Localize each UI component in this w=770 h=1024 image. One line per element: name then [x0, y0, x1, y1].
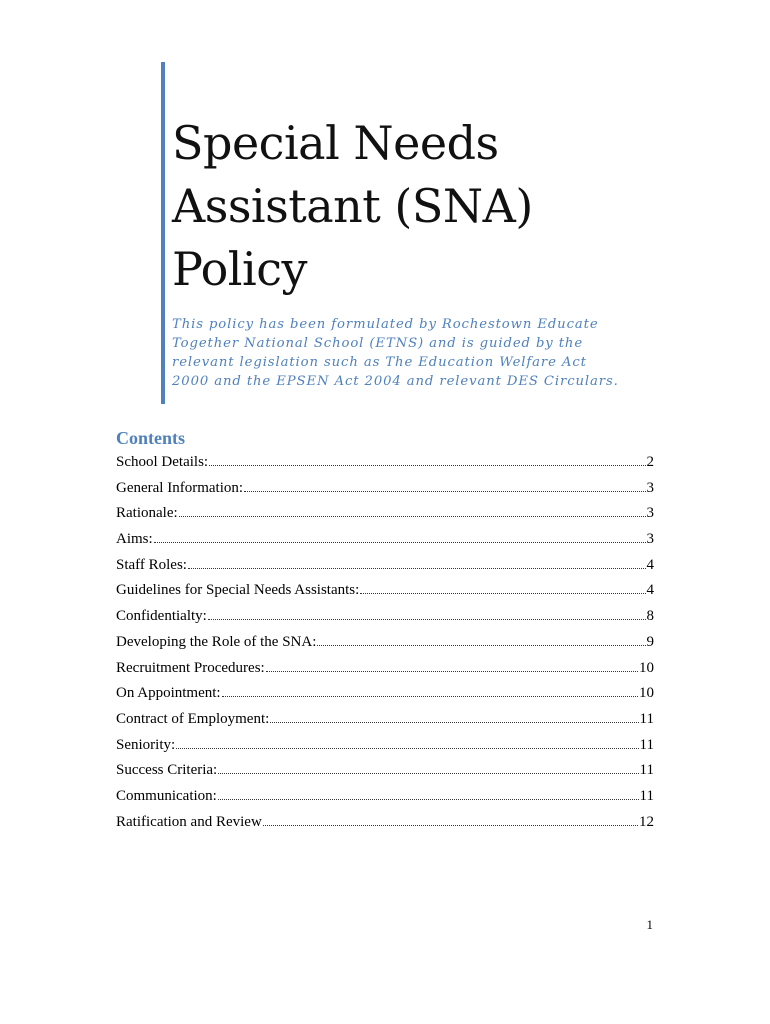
toc-entry-page: 11	[639, 787, 654, 804]
toc-entry-label: Communication:	[116, 787, 217, 804]
toc-entry[interactable]	[116, 811, 654, 837]
toc-entry[interactable]	[116, 657, 654, 683]
toc-dot-leader	[188, 568, 646, 569]
toc-dot-leader	[208, 619, 646, 620]
toc-dot-leader	[218, 773, 638, 774]
document-title-line: Policy	[172, 242, 307, 296]
toc-entry-label: Seniority:	[116, 736, 176, 753]
toc-entry-page: 11	[639, 736, 654, 753]
toc-dot-leader	[218, 799, 639, 800]
toc-entry-label: School Details:	[116, 454, 209, 470]
toc-entry-page: 3	[646, 531, 654, 548]
document-title-line: Assistant (SNA)	[172, 179, 533, 233]
document-subtitle	[172, 315, 642, 391]
document-title	[172, 112, 642, 301]
toc-dot-leader	[154, 542, 646, 543]
toc-entry[interactable]	[116, 528, 654, 554]
toc-entry-page: 11	[639, 762, 654, 779]
toc-entry-page: 8	[646, 608, 654, 625]
toc-entry-label: Success Criteria:	[116, 762, 218, 779]
toc-dot-leader	[179, 516, 646, 517]
toc-entry-page: 9	[646, 633, 654, 650]
page-number: 1	[646, 917, 653, 932]
title-block	[172, 112, 642, 389]
toc-entry-label: Rationale:	[116, 505, 178, 522]
toc-entry-page: 10	[639, 685, 654, 702]
toc-entry[interactable]	[116, 477, 654, 503]
toc-entry[interactable]	[116, 708, 654, 734]
title-accent-bar	[161, 62, 165, 404]
toc-entry-label: Ratification and Review	[116, 813, 262, 830]
document-subtitle-line: Together National School (ETNS) and is guided by the	[172, 336, 584, 351]
toc-heading: Contents	[116, 428, 186, 448]
toc-entry-page: 4	[646, 582, 654, 599]
toc-dot-leader	[266, 671, 638, 672]
toc-entry-page: 2	[646, 454, 654, 470]
toc-entry-label: Confidentialty:	[116, 608, 207, 625]
toc-entry[interactable]	[116, 785, 654, 811]
document-subtitle-line: This policy has been formulated by Rochestown Educate	[172, 317, 599, 332]
toc-entry[interactable]	[116, 502, 654, 528]
toc-entry[interactable]	[116, 605, 654, 631]
toc-entry-page: 11	[639, 710, 654, 727]
toc-entry[interactable]	[116, 682, 654, 708]
toc-dot-leader	[209, 465, 645, 466]
toc-entry[interactable]	[116, 734, 654, 760]
toc-entry[interactable]	[116, 759, 654, 785]
document-subtitle-line: relevant legislation such as The Education Welfare Act	[172, 355, 587, 370]
toc-dot-leader	[360, 593, 645, 594]
document-subtitle-line: 2000 and the EPSEN Act 2004 and relevant DES Circulars.	[172, 374, 619, 389]
toc-dot-leader	[263, 825, 638, 826]
toc-entry-label: General Information:	[116, 479, 244, 496]
toc-entry-page: 10	[639, 659, 654, 676]
toc-entry-page: 3	[646, 505, 654, 522]
toc-entry-label: Developing the Role of the SNA:	[116, 633, 317, 650]
toc-entry-page: 12	[639, 813, 654, 830]
toc-entry-label: Staff Roles:	[116, 556, 187, 573]
document-title-line: Special Needs	[172, 116, 499, 170]
toc-entry-page: 3	[646, 479, 654, 496]
toc-entry[interactable]	[116, 451, 654, 477]
toc-entry-label: Contract of Employment:	[116, 710, 270, 727]
toc-dot-leader	[317, 645, 645, 646]
toc-dot-leader	[270, 722, 638, 723]
toc-entry[interactable]	[116, 631, 654, 657]
toc-entry-label: On Appointment:	[116, 685, 221, 702]
toc-dot-leader	[176, 748, 638, 749]
toc-entry-label: Recruitment Procedures:	[116, 659, 265, 676]
toc-entry-label: Guidelines for Special Needs Assistants:	[116, 582, 360, 599]
toc-entry-page: 4	[646, 556, 654, 573]
toc-dot-leader	[244, 491, 645, 492]
toc-entry-label: Aims:	[116, 531, 153, 548]
table-of-contents	[116, 451, 654, 836]
toc-dot-leader	[222, 696, 638, 697]
toc-entry[interactable]	[116, 579, 654, 605]
toc-entry[interactable]	[116, 554, 654, 580]
